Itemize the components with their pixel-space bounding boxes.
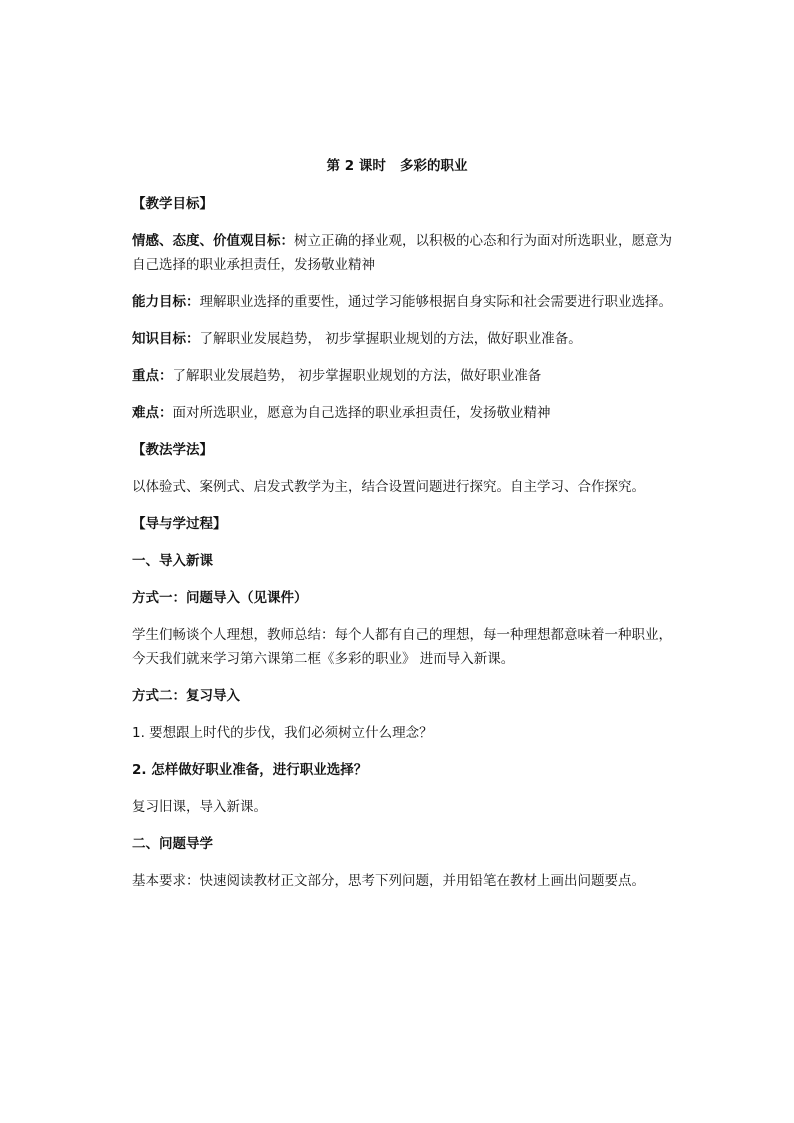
paragraph-basic-requirement: 基本要求：快速阅读教材正文部分，思考下列问题，并用铅笔在教材上画出问题要点。 [132,873,645,889]
paragraph-review: 复习旧课，导入新课。 [132,799,267,815]
label-key-point: 重点： [132,368,173,384]
section-heading-process: 【导与学过程】 [132,516,227,532]
subheading-guided-questions: 二、问题导学 [132,836,213,852]
label-difficulty: 难点： [132,405,173,421]
subheading-way-one: 方式一：问题导入（见课件） [132,590,308,606]
section-heading-teaching-methods: 【教法学法】 [132,442,213,458]
question-item-1: 1. 要想跟上时代的步伐，我们必须树立什么理念？ [132,725,433,741]
page-title: 第 2 课时 多彩的职业 [326,158,468,174]
paragraph-way-one: 学生们畅谈个人理想，教师总结：每个人都有自己的理想，每一种理想都意味着一种职业，今天我们就来学习第六课第二框《多彩的职业》 进而导入新课。 [132,627,672,667]
subheading-way-two: 方式二：复习导入 [132,688,240,704]
question-item-2: 2. 怎样做好职业准备，进行职业选择？ [132,762,368,778]
subheading-intro: 一、导入新课 [132,553,213,569]
label-ability-goal: 能力目标： [132,294,200,310]
paragraph-teaching-methods: 以体验式、案例式、启发式教学为主，结合设置问题进行探究。自主学习、合作探究。 [132,479,645,495]
section-heading-teaching-goals: 【教学目标】 [132,196,213,212]
label-emotion-goal: 情感、态度、价值观目标： [132,233,294,249]
text-emotion-goal: 树立正确的择业观，以积极的心态和行为面对所选职业，愿意为自己选择的职业承担责任，发扬敬业精神 [132,233,672,273]
paragraph-knowledge-goal [132,327,672,351]
paragraph-difficulty [132,401,672,425]
text-ability-goal: 理解职业选择的重要性，通过学习能够根据自身实际和社会需要进行职业选择。 [199,294,672,310]
paragraph-key-point [132,364,672,388]
label-knowledge-goal: 知识目标： [132,331,200,347]
text-difficulty: 面对所选职业，愿意为自己选择的职业承担责任，发扬敬业精神 [172,405,551,421]
text-knowledge-goal: 了解职业发展趋势， 初步掌握职业规划的方法，做好职业准备。 [199,331,582,347]
paragraph-ability-goal [132,290,672,314]
text-key-point: 了解职业发展趋势， 初步掌握职业规划的方法，做好职业准备 [172,368,542,384]
paragraph-emotion-goal [132,229,672,277]
document-body [132,192,672,906]
